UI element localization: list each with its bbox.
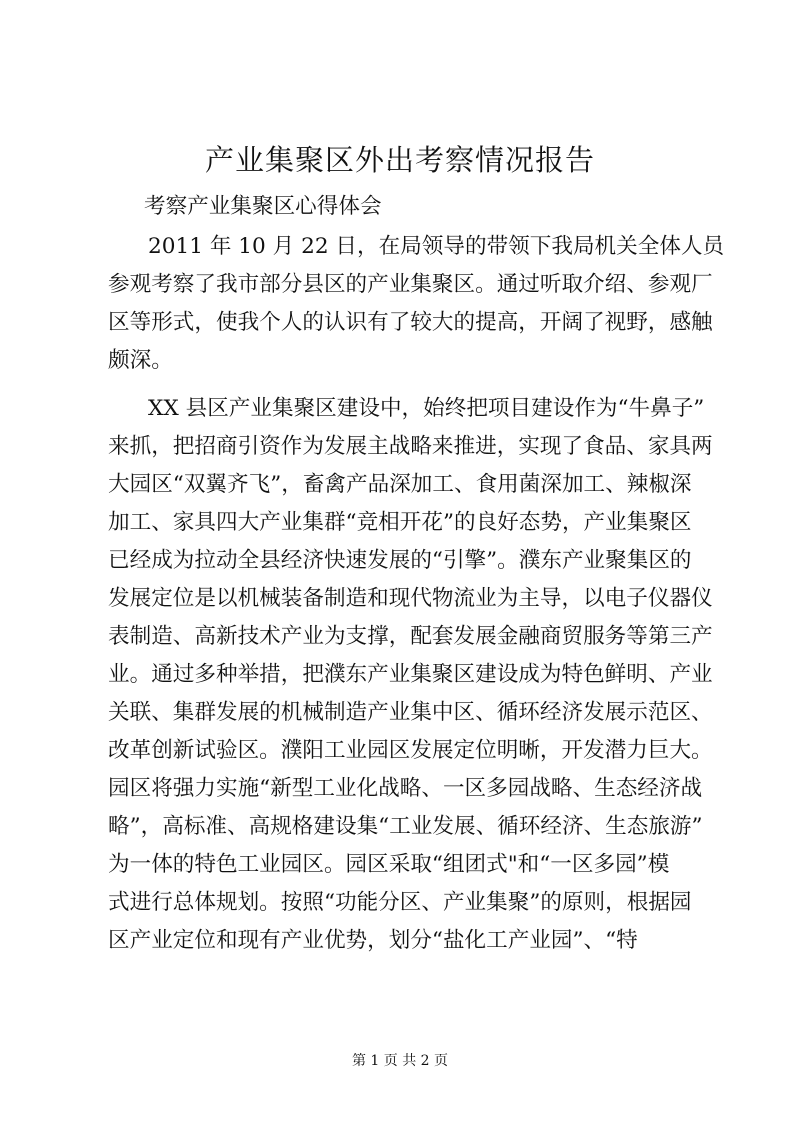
paragraph-line: 加工、家具四大产业集群“竞相开花”的良好态势，产业集聚区 <box>108 510 692 535</box>
paragraph-line: 区产业定位和现有产业优势，划分“盐化工产业园”、“特 <box>108 928 638 953</box>
paragraph-line: 已经成为拉动全县经济快速发展的“引擎”。濮东产业聚集区的 <box>108 548 692 573</box>
paragraph-line: 为一体的特色工业园区。园区采取“组团式"和“一区多园”模 <box>108 852 670 877</box>
paragraph-line: 改革创新试验区。濮阳工业园区发展定位明晰，开发潜力巨大。 <box>108 738 713 763</box>
paragraph-line: 式进行总体规划。按照“功能分区、产业集聚”的原则，根据园 <box>108 890 692 915</box>
paragraph-line: 大园区“双翼齐飞”，畜禽产品深加工、食用菌深加工、辣椒深 <box>108 472 692 497</box>
paragraph-line: XX 县区产业集聚区建设中，始终把项目建设作为“牛鼻子” <box>148 396 705 421</box>
subtitle-line: 考察产业集聚区心得体会 <box>144 194 382 219</box>
paragraph-line: 关联、集群发展的机械制造产业集中区、循环经济发展示范区、 <box>108 700 713 725</box>
paragraph-line: 略”，高标准、高规格建设集“工业发展、循环经济、生态旅游” <box>108 814 703 839</box>
paragraph-line: 业。通过多种举措，把濮东产业集聚区建设成为特色鲜明、产业 <box>108 662 713 687</box>
document-title: 产业集聚区外出考察情况报告 <box>204 143 595 177</box>
paragraph-line: 发展定位是以机械装备制造和现代物流业为主导，以电子仪器仪 <box>108 586 713 611</box>
paragraph-line: 园区将强力实施“新型工业化战略、一区多园战略、生态经济战 <box>108 776 703 801</box>
paragraph-line: 参观考察了我市部分县区的产业集聚区。通过听取介绍、参观厂 <box>108 272 713 297</box>
paragraph-line: 颇深。 <box>108 348 173 373</box>
page-number-footer: 第 1 页 共 2 页 <box>351 1053 449 1069</box>
paragraph-line: 区等形式，使我个人的认识有了较大的提高，开阔了视野，感触 <box>108 310 713 335</box>
paragraph-line: 来抓，把招商引资作为发展主战略来推进，实现了食品、家具两 <box>108 434 713 459</box>
paragraph-line: 2011 年 10 月 22 日，在局领导的带领下我局机关全体人员 <box>148 234 725 259</box>
paragraph-line: 表制造、高新技术产业为支撑，配套发展金融商贸服务等第三产 <box>108 624 713 649</box>
